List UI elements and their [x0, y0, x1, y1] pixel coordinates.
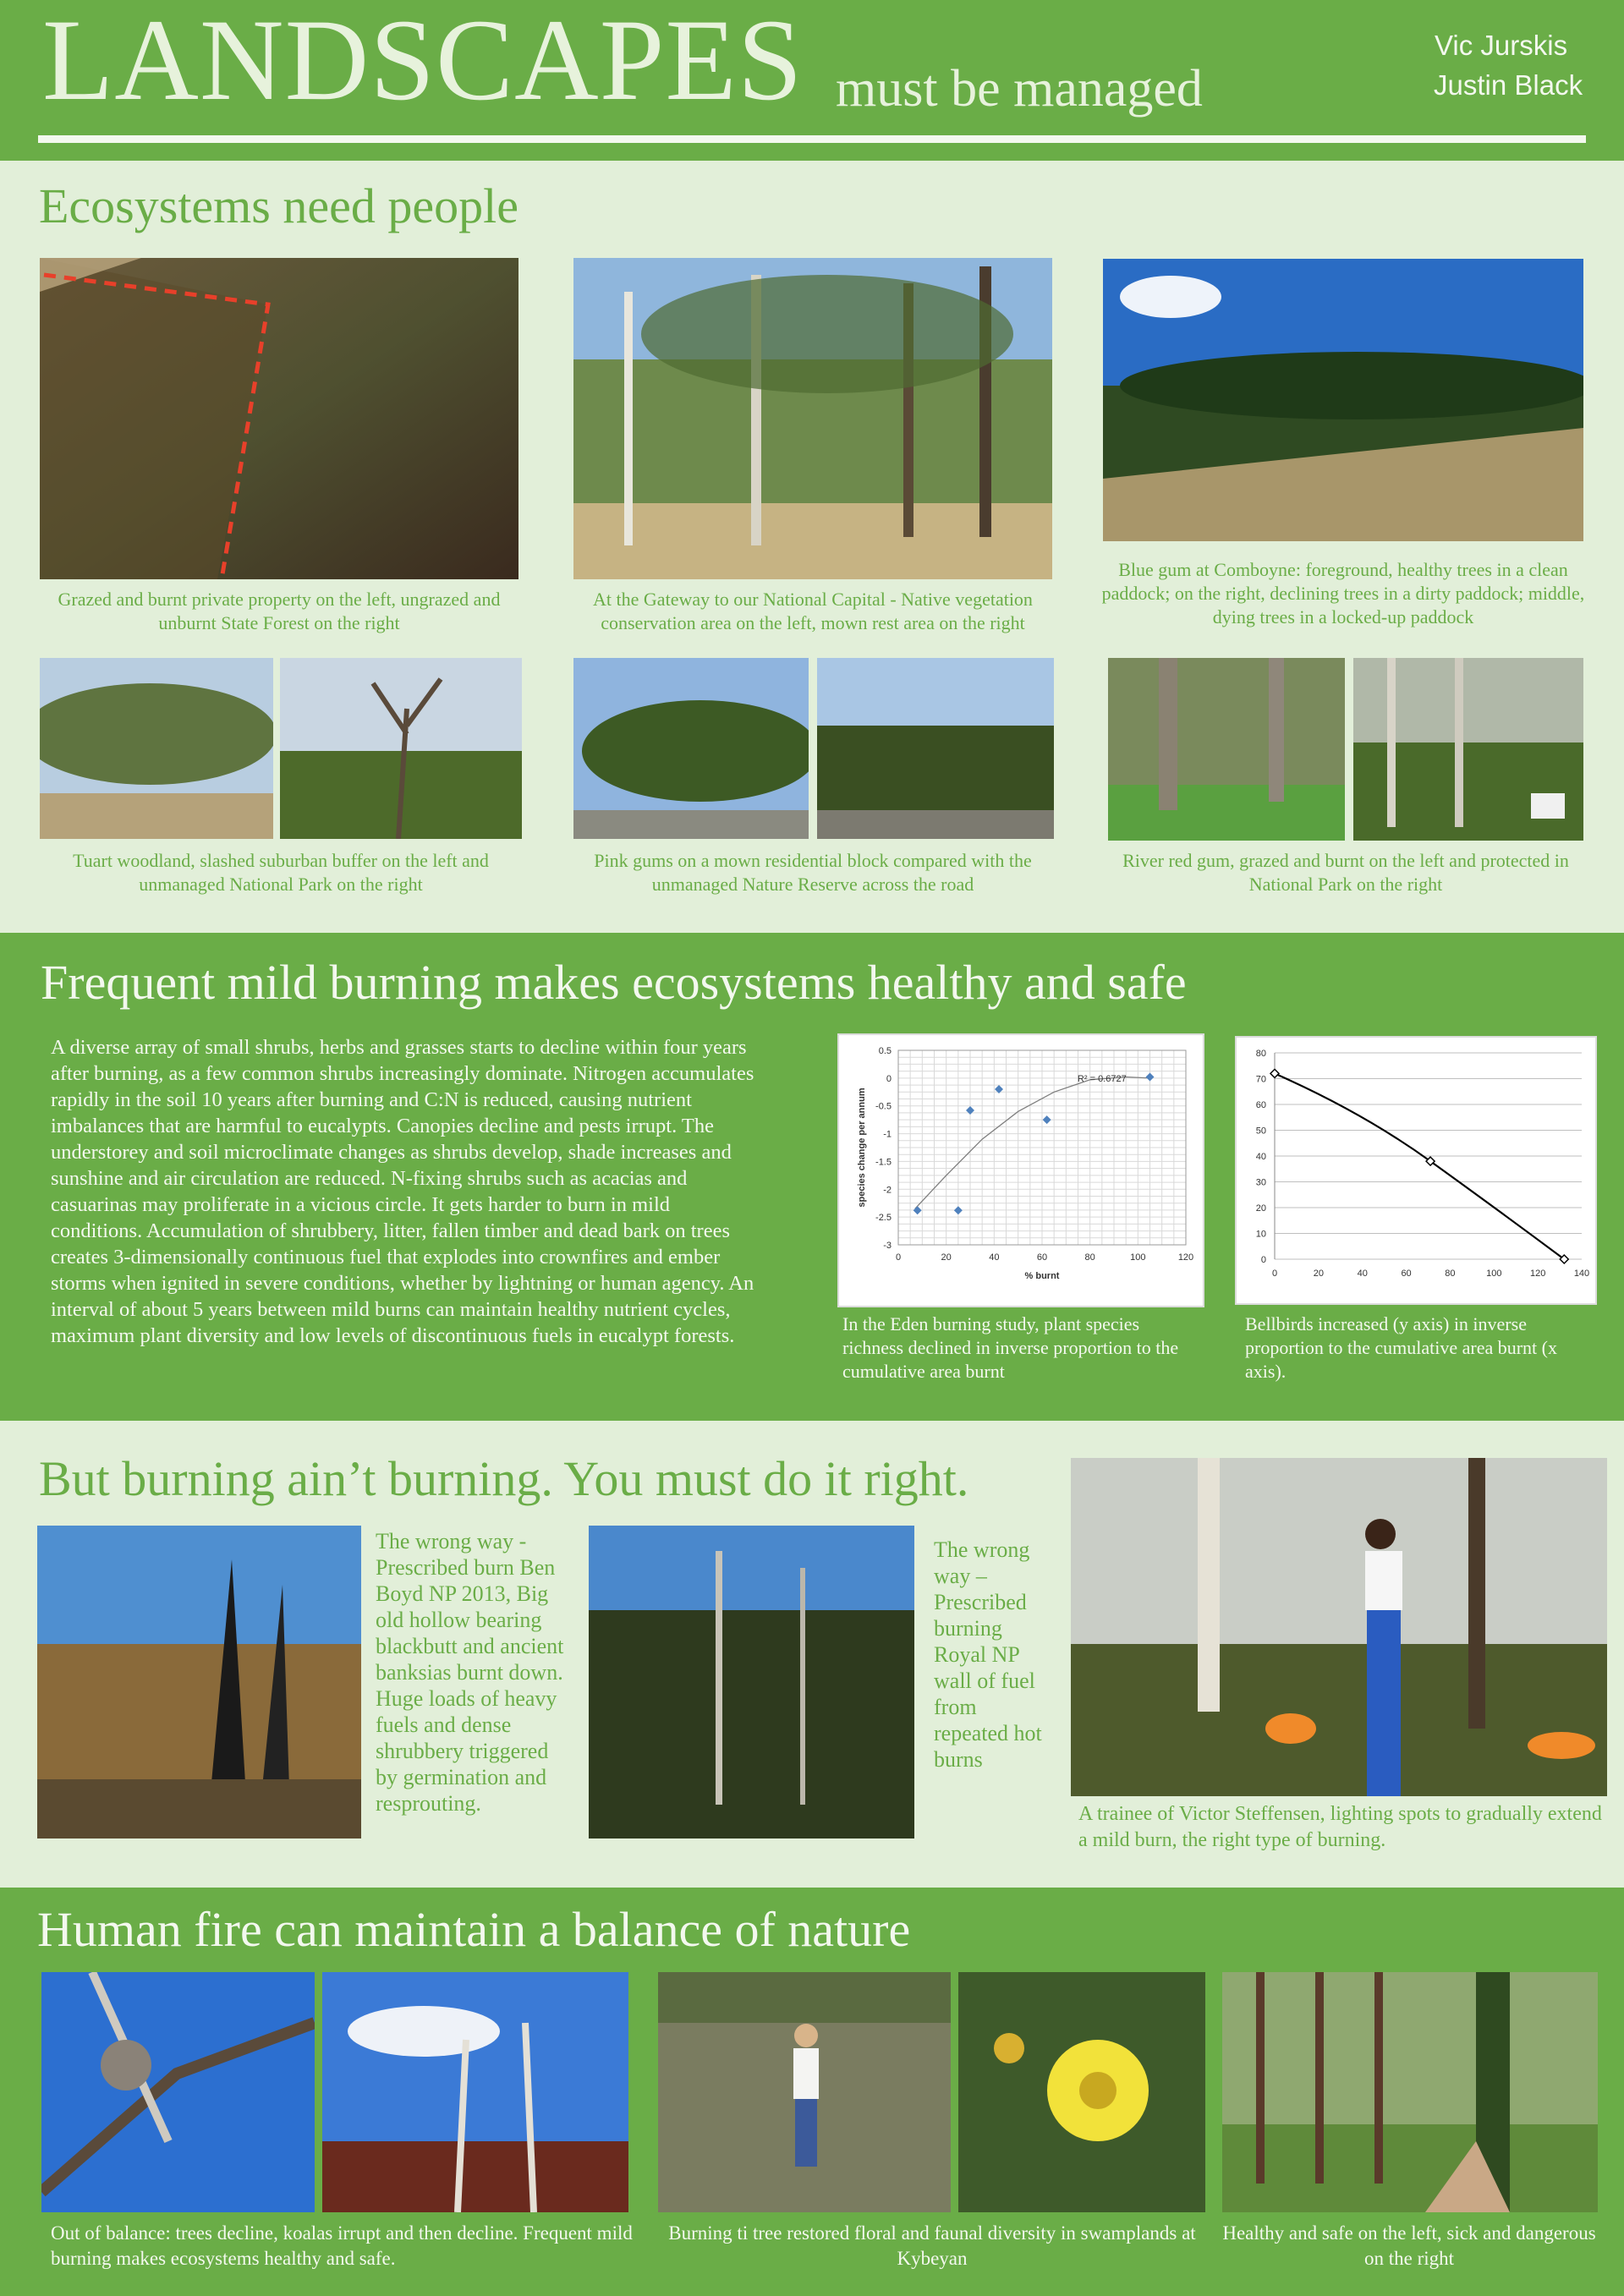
y-tick-label: 0.5: [878, 1046, 892, 1056]
caption-pink-gums: Pink gums on a mown residential block compared with the unmanaged Nature Reserve across the road: [594, 850, 1032, 895]
y-tick-label: 70: [1255, 1074, 1266, 1085]
photo-declining-trees: [322, 1972, 628, 2212]
y-tick-label: 50: [1255, 1126, 1266, 1137]
photo-tuart-national-park: [280, 658, 522, 839]
x-tick-label: 20: [1313, 1269, 1324, 1279]
wrong-way-text-ben-boyd: The wrong way - Prescribed burn Ben Boyd NP 2013, Big old hollow bearing blackbutt and ancient banksias burnt down. Huge loads of heavy fuels and dense shrubbery triggered by germination and resprouting.: [376, 1529, 564, 1816]
caption-bellbird-chart: Bellbirds increased (y axis) in inverse proportion to the cumulative area burnt (x axis).: [1245, 1313, 1557, 1382]
x-tick-label: 20: [941, 1252, 952, 1263]
data-point: [954, 1206, 963, 1214]
y-tick-label: 0: [1260, 1255, 1266, 1265]
caption-koala-balance: Out of balance: trees decline, koalas irrupt and then decline. Frequent mild burning makes ecosystems healthy and safe.: [51, 2222, 633, 2269]
y-tick-label: -3: [883, 1241, 892, 1251]
x-tick-label: 140: [1573, 1269, 1590, 1279]
data-point: [1043, 1115, 1051, 1124]
x-tick-label: 120: [1529, 1269, 1546, 1279]
photo-gateway-woodland: [573, 258, 1052, 579]
y-tick-label: 40: [1255, 1152, 1266, 1162]
caption-gateway: At the Gateway to our National Capital - Native vegetation conservation area on the left, mown rest area on the right: [593, 589, 1033, 633]
photo-aerial-forest: [40, 258, 518, 579]
y-tick-label: -1: [883, 1129, 892, 1140]
y-tick-label: 20: [1255, 1203, 1266, 1214]
chart-species-svg: [839, 1035, 1203, 1306]
photo-healthy-vs-sick-forest: [1222, 1972, 1598, 2212]
section-heading-burning-right: But burning ain’t burning. You must do it right.: [39, 1451, 969, 1506]
photo-swampland-man: [658, 1972, 951, 2212]
photo-yellow-flower: [958, 1972, 1205, 2212]
y-tick-label: -0.5: [875, 1101, 892, 1112]
author-name: Vic Jurskis: [1435, 30, 1568, 61]
chart-bellbirds: [1235, 1036, 1597, 1305]
x-tick-label: 0: [895, 1252, 902, 1263]
y-tick-label: -2.5: [875, 1213, 892, 1224]
y-tick-label: -1.5: [875, 1157, 892, 1168]
photo-royal-np-burn: [589, 1526, 914, 1838]
caption-eden-chart: In the Eden burning study, plant species richness declined in inverse proportion to the cumulative area burnt: [842, 1313, 1179, 1382]
x-tick-label: 40: [989, 1252, 1000, 1263]
caption-river-red-gum: River red gum, grazed and burnt on the left and protected in National Park on the right: [1122, 850, 1569, 895]
x-tick-label: 40: [1357, 1269, 1368, 1279]
r-squared-annotation: R² = 0.6727: [1077, 1073, 1127, 1084]
section-heading-balance: Human fire can maintain a balance of nature: [37, 1902, 911, 1957]
y-tick-label: 0: [886, 1073, 892, 1084]
data-point: [966, 1106, 974, 1115]
data-point: [914, 1206, 922, 1214]
photo-ben-boyd-burn: [37, 1526, 361, 1838]
data-point: [1270, 1069, 1279, 1077]
photo-pink-gum-mown: [573, 658, 809, 839]
y-tick-label: 60: [1255, 1100, 1266, 1110]
x-tick-label: 100: [1486, 1269, 1502, 1279]
y-tick-label: -2: [883, 1185, 892, 1196]
photo-nature-reserve: [817, 658, 1054, 839]
caption-kybeyan: Burning ti tree restored floral and faunal diversity in swamplands at Kybeyan: [668, 2222, 1196, 2269]
chart-bellbirds-svg: [1237, 1038, 1595, 1303]
photo-red-gum-grazed: [1108, 658, 1345, 841]
y-tick-label: 80: [1255, 1049, 1266, 1059]
series-line: [1275, 1073, 1564, 1259]
x-tick-label: 60: [1036, 1252, 1048, 1263]
photo-tuart-slashed: [40, 658, 273, 839]
section-heading-frequent-burning: Frequent mild burning makes ecosystems healthy and safe: [41, 955, 1187, 1010]
wrong-way-text-royal-np: The wrong way – Prescribed burning Royal NP wall of fuel from repeated hot burns: [934, 1537, 1042, 1772]
x-tick-label: 100: [1130, 1252, 1146, 1263]
caption-right-burning: A trainee of Victor Steffensen, lighting spots to gradually extend a mild burn, the right type of burning.: [1078, 1803, 1602, 1851]
caption-healthy-sick: Healthy and safe on the left, sick and dangerous on the right: [1222, 2222, 1596, 2269]
chart-species-change: [837, 1033, 1204, 1307]
x-tick-label: 120: [1177, 1252, 1194, 1263]
photo-comboyne-paddock: [1103, 259, 1583, 541]
x-tick-label: 60: [1401, 1269, 1412, 1279]
caption-aerial-forest: Grazed and burnt private property on the left, ungrazed and unburnt State Forest on the right: [58, 589, 501, 633]
burning-body-text: A diverse array of small shrubs, herbs and grasses starts to decline within four years after burning, as a few common shrubs increasingly dominate. Nitrogen accumulates rapidly in the soil 10 years after burning and C:N is reduced, causing nutrient imbalances that are harmful to eucalypts. Canopies decline and pests irrupt. The understorey and soil microclimate changes as shrubs develop, shade increases and sunshine and air circulation are reduced. N-fixing shrubs such as acacias and casuarinas may proliferate in a vicious circle. It gets harder to burn in mild conditions. Accumulation of shrubbery, litter, fallen timber and dead bark on trees creates 3-dimensionally continuous fuel that explodes into crownfires and ember storms when ignited in severe conditions, whether by lightning or human agency. An interval of about 5 years between mild burns can maintain healthy nutrient cycles, maximum plant diversity and low levels of discontinuous fuels in eucalypt forests.: [51, 1036, 754, 1347]
x-tick-label: 0: [1271, 1269, 1278, 1279]
x-axis-label: % burnt: [1024, 1271, 1060, 1281]
y-axis-label: species change per annum: [857, 1088, 867, 1208]
header-divider: [38, 135, 1586, 143]
photo-red-gum-protected: [1353, 658, 1583, 841]
section-heading-ecosystems: Ecosystems need people: [39, 178, 518, 233]
author-name: Justin Black: [1434, 69, 1583, 101]
x-tick-label: 80: [1084, 1252, 1095, 1263]
caption-tuart: Tuart woodland, slashed suburban buffer on the left and unmanaged National Park on the right: [73, 850, 489, 895]
x-tick-label: 80: [1445, 1269, 1456, 1279]
photo-mild-burn-trainee: [1071, 1458, 1607, 1796]
caption-comboyne: Blue gum at Comboyne: foreground, healthy trees in a clean paddock; on the right, declining trees in a dirty paddock; middle, dying trees in a locked-up paddock: [1101, 559, 1585, 627]
y-tick-label: 10: [1255, 1229, 1266, 1240]
data-point: [1146, 1073, 1155, 1082]
poster-subtitle: must be managed: [836, 60, 1203, 118]
poster-title: LANDSCAPES: [42, 0, 804, 124]
photo-koala: [41, 1972, 315, 2212]
y-tick-label: 30: [1255, 1177, 1266, 1188]
